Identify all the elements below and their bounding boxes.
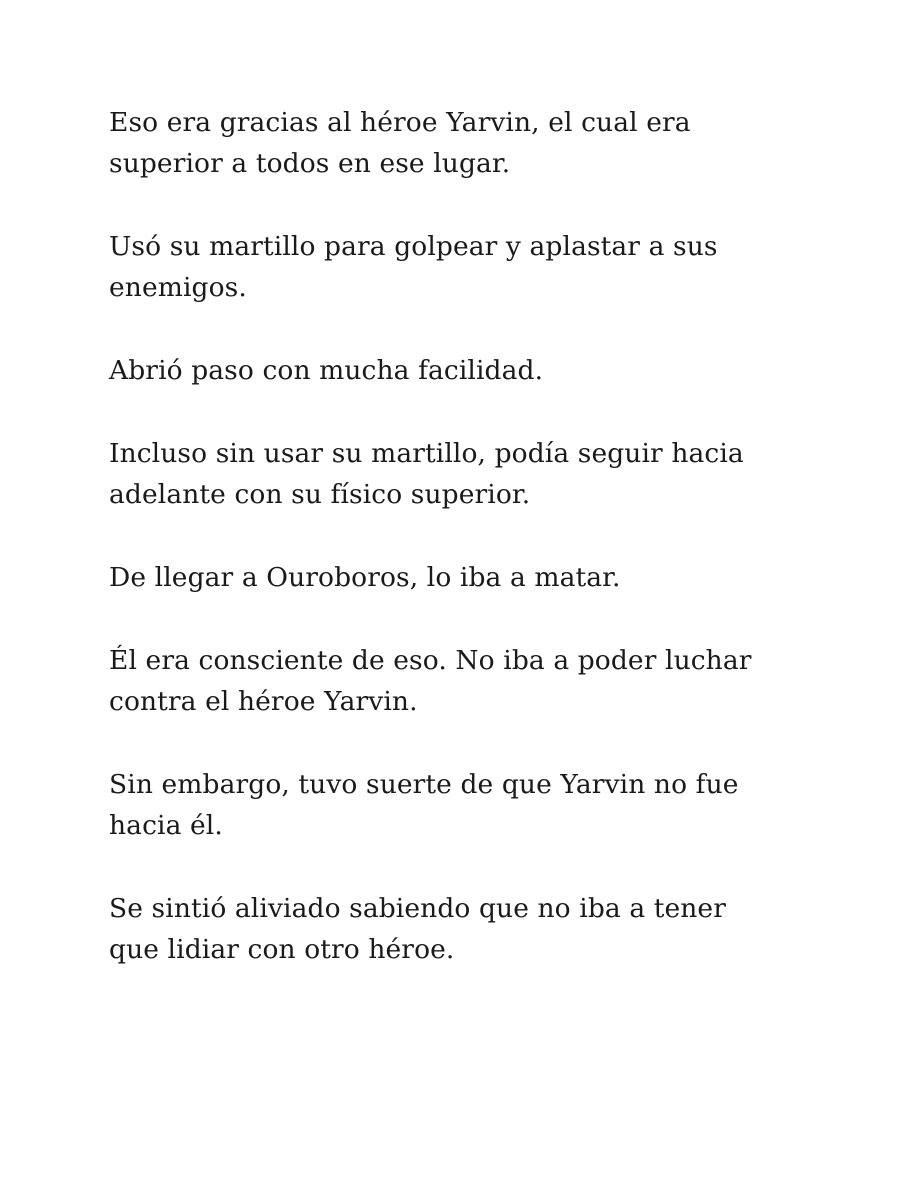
paragraph-line: superior a todos en ese lugar. (109, 148, 511, 179)
paragraph-4 (109, 433, 810, 515)
paragraph-6 (109, 640, 810, 722)
paragraph-2 (109, 226, 810, 308)
paragraph-line: Él era consciente de eso. No iba a poder luchar (109, 645, 752, 676)
paragraph-5 (109, 557, 810, 598)
paragraph-line: contra el héroe Yarvin. (109, 686, 418, 717)
paragraph-line: adelante con su físico superior. (109, 479, 531, 510)
paragraph-line: Abrió paso con mucha facilidad. (109, 355, 544, 386)
paragraph-line: Eso era gracias al héroe Yarvin, el cual era (109, 107, 691, 138)
paragraph-line: hacia él. (109, 810, 223, 841)
paragraph-line: enemigos. (109, 272, 247, 303)
paragraph-3 (109, 350, 810, 391)
paragraph-line: Se sintió aliviado sabiendo que no iba a tener (109, 893, 726, 924)
paragraph-1 (109, 102, 810, 184)
paragraph-line: que lidiar con otro héroe. (109, 934, 455, 965)
paragraph-7 (109, 764, 810, 846)
paragraph-line: Usó su martillo para golpear y aplastar a sus (109, 231, 718, 262)
paragraph-line: Incluso sin usar su martillo, podía seguir hacia (109, 438, 744, 469)
paragraph-line: Sin embargo, tuvo suerte de que Yarvin no fue (109, 769, 739, 800)
paragraph-line: De llegar a Ouroboros, lo iba a matar. (109, 562, 621, 593)
paragraph-8 (109, 888, 810, 970)
